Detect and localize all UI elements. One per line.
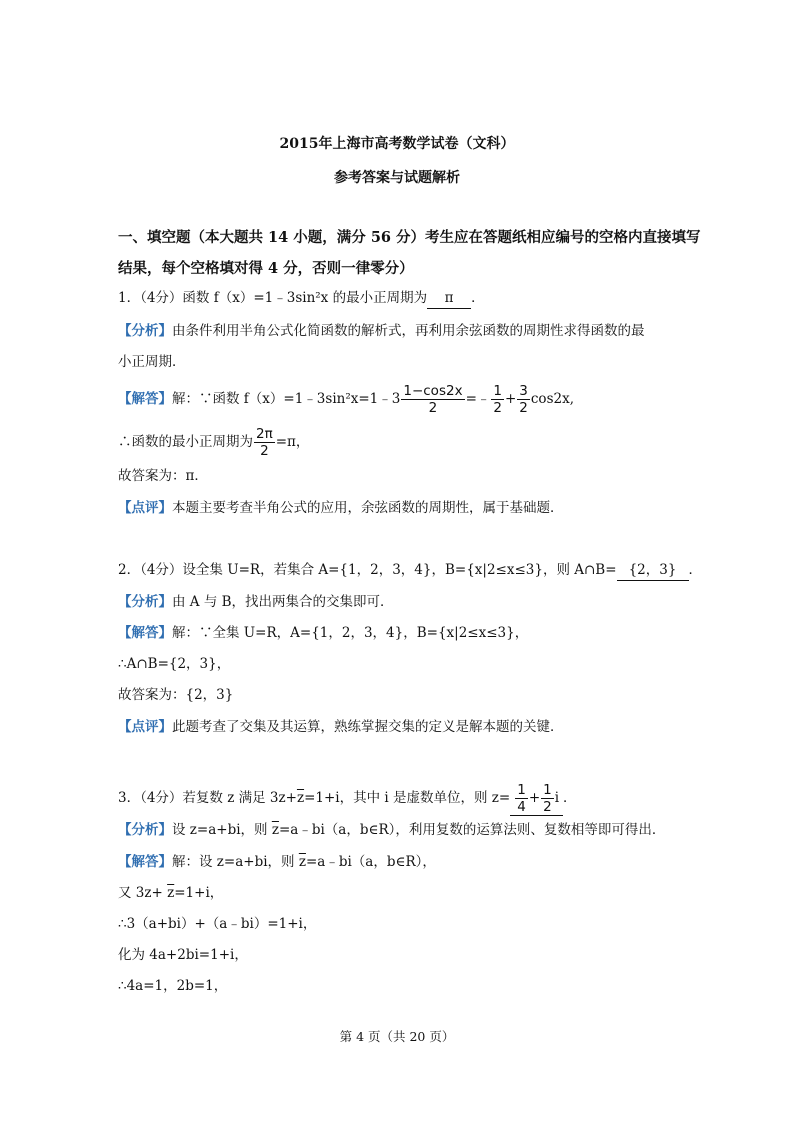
- comment-tag: 【点评】: [118, 500, 172, 516]
- q1-fraction-4: [254, 426, 275, 459]
- q2-stem-suffix: ．: [688, 562, 703, 578]
- analysis-tag: 【分析】: [118, 323, 172, 339]
- q3-answer-text: 解：设 z=a+bi，则: [172, 854, 299, 870]
- q2-stem-text: 2．（4分）设全集 U=R，若集合 A={1，2，3，4}，B={x|2≤x≤3}，则 A∩B=: [118, 562, 617, 578]
- q1-frac4-num: 2π: [256, 426, 273, 442]
- q3-step1-text: 又 3z+: [118, 885, 168, 901]
- q3-step1: [118, 883, 223, 903]
- q3-step1-suffix: =1+i，: [174, 885, 224, 901]
- section-heading-line2: 结果，每个空格填对得 4 分，否则一律零分）: [118, 260, 414, 277]
- q1-minus: =﹣: [465, 391, 491, 407]
- q1-period-suffix: =π，: [275, 434, 310, 450]
- page-number-footer: 第 4 页（共 20 页）: [339, 1029, 455, 1044]
- q2-stem: [118, 560, 702, 581]
- answer-tag: 【解答】: [118, 854, 172, 870]
- q3-z-conjugate: $\overline{z}$: [167, 885, 175, 901]
- q3-step4: ∴4a=1，2b=1，: [118, 978, 228, 994]
- q2-answer-blank: {2，3}: [617, 560, 689, 581]
- analysis-tag: 【分析】: [118, 822, 172, 838]
- answer-tag: 【解答】: [118, 391, 172, 407]
- q1-frac3-num: 3: [519, 383, 528, 399]
- q2-analysis-text: 由 A 与 B，找出两集合的交集即可．: [172, 594, 394, 610]
- q3-stem-text: 3．（4分）若复数 z 满足 3z+: [118, 790, 297, 806]
- q1-stem: [118, 288, 485, 309]
- q3-z-conjugate: $\overline{z}$: [271, 822, 279, 838]
- q2-comment: [118, 717, 564, 737]
- q2-step: ∴A∩B={2，3}，: [118, 656, 231, 672]
- q1-answer-suffix: cos2x,: [530, 391, 574, 407]
- q1-stem-text: 1．（4分）函数 f（x）=1﹣3sin²x 的最小正周期为: [118, 290, 428, 306]
- analysis-tag: 【分析】: [118, 594, 172, 610]
- q1-plus: +: [504, 391, 517, 407]
- q1-fraction-2: [491, 383, 504, 416]
- q3-answer: [118, 852, 436, 872]
- q1-frac2-num: 1: [493, 383, 502, 399]
- q1-frac2-den: 2: [493, 400, 502, 416]
- q1-frac1-num: 1−cos2x: [403, 383, 463, 399]
- q1-fraction-3: [517, 383, 530, 416]
- q1-answer: [118, 383, 574, 416]
- q1-stem-suffix: ．: [471, 290, 485, 306]
- q2-final-answer: 故答案为：{2，3}: [118, 687, 234, 703]
- q1-final-answer: 故答案为：π．: [118, 468, 208, 484]
- q1-analysis-text: 由条件利用半角公式化简函数的解析式，再利用余弦函数的周期性求得函数的最: [172, 323, 645, 339]
- q3-stem-mid: =1+i，其中 i 是虚数单位，则 z=: [304, 790, 511, 806]
- q3-plus: +: [528, 790, 541, 806]
- q3-analysis: [118, 820, 665, 840]
- page-title: 2015年上海市高考数学试卷（文科）: [279, 136, 515, 152]
- q3-analysis-text: 设 z=a+bi，则: [172, 822, 272, 838]
- q1-comment: [118, 498, 564, 518]
- q3-imag-unit: i: [554, 790, 560, 806]
- comment-tag: 【点评】: [118, 719, 172, 735]
- q1-frac3-den: 2: [519, 400, 528, 416]
- q1-fraction-1: [401, 383, 464, 416]
- q3-answer-suffix: =a﹣bi（a，b∈R），: [305, 854, 436, 870]
- q1-period: [118, 426, 309, 459]
- q3-frac2-den: 2: [543, 799, 552, 815]
- q3-step2: ∴3（a+bi）+（a﹣bi）=1+i，: [118, 916, 317, 932]
- q3-frac1-den: 4: [517, 799, 526, 815]
- q3-z-conjugate: $\overline{z}$: [298, 854, 306, 870]
- q3-stem: [118, 782, 577, 816]
- q2-analysis: [118, 592, 394, 612]
- q2-answer-text: 解：∵全集 U=R，A={1，2，3，4}，B={x|2≤x≤3}，: [172, 625, 529, 641]
- q3-frac2-num: 1: [543, 782, 552, 798]
- q1-frac1-den: 2: [428, 400, 438, 416]
- q1-period-text: ∴函数的最小正周期为: [118, 434, 253, 450]
- q3-frac1-num: 1: [517, 782, 526, 798]
- q2-answer: [118, 623, 528, 643]
- answer-tag: 【解答】: [118, 625, 172, 641]
- page-subtitle: 参考答案与试题解析: [334, 170, 460, 186]
- q1-answer-blank: π: [427, 288, 471, 309]
- q1-comment-text: 本题主要考查半角公式的应用，余弦函数的周期性，属于基础题．: [172, 500, 564, 516]
- q3-z-conjugate: $\overline{z}$: [296, 790, 305, 806]
- q3-stem-suffix: ．: [563, 790, 577, 806]
- q3-analysis-suffix: =a﹣bi（a，b∈R），利用复数的运算法则、复数相等即可得出．: [278, 822, 666, 838]
- q1-analysis-line2: 小正周期．: [118, 354, 186, 370]
- q3-fraction-1: [515, 782, 528, 815]
- q1-answer-text: 解：∵函数 f（x）=1﹣3sin²x=1﹣3: [172, 391, 401, 407]
- q3-fraction-2: [541, 782, 554, 815]
- q3-step3: 化为 4a+2bi=1+i，: [118, 947, 248, 963]
- q1-analysis-line1: [118, 321, 645, 341]
- q1-frac4-den: 2: [260, 443, 269, 459]
- q3-answer-blank: [510, 782, 563, 816]
- section-heading-line1: 一、填空题（本大题共 14 小题，满分 56 分）考生应在答题纸相应编号的空格内直接填写: [118, 229, 701, 246]
- q2-comment-text: 此题考查了交集及其运算，熟练掌握交集的定义是解本题的关键．: [172, 719, 564, 735]
